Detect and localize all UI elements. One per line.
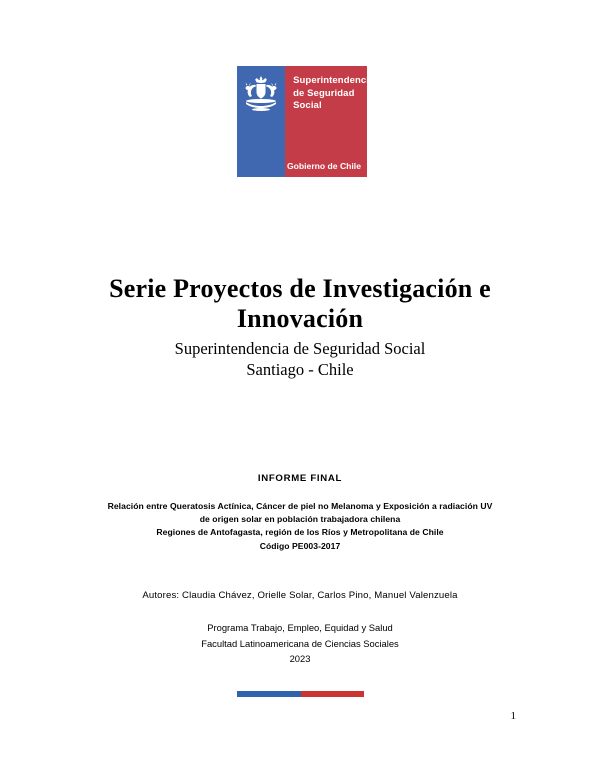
logo-government-label: Gobierno de Chile [286, 161, 361, 171]
logo-org-line-2: de Seguridad [293, 87, 355, 99]
study-code-line: Código PE003-2017 [259, 540, 341, 551]
affiliation-institution: Facultad Latinoamericana de Ciencias Sociales [201, 637, 399, 649]
title-subtitle-institution: Superintendencia de Seguridad Social [174, 339, 426, 358]
footer-divider-blue [237, 691, 301, 697]
logo-organization-name [293, 75, 374, 113]
report-type-label: INFORME FINAL [257, 473, 343, 484]
page-title: Serie Proyectos de Investigación e Innovación [109, 274, 491, 333]
logo-org-line-3: Social [293, 100, 322, 111]
study-title-block [0, 500, 600, 553]
affiliation-program: Programa Trabajo, Empleo, Equidad y Salud [207, 622, 393, 633]
logo-blue-panel [237, 66, 285, 177]
page-number: 1 [510, 710, 516, 722]
chile-coat-of-arms-icon [241, 75, 281, 117]
title-subtitle-location: Santiago - Chile [246, 360, 354, 379]
logo-red-panel [285, 66, 375, 177]
footer-divider-bar [237, 691, 364, 697]
logo-org-line-1: Superintendencia [293, 75, 375, 86]
title-block [0, 274, 600, 380]
footer-divider-red [301, 691, 365, 697]
study-title-line-2: de origen solar en población trabajadora chilena [199, 514, 401, 525]
study-title-line-1: Relación entre Queratosis Actínica, Cáncer de piel no Melanoma y Exposición a radiación UV [107, 501, 493, 511]
authors-line: Autores: Claudia Chávez, Orielle Solar, Carlos Pino, Manuel Valenzuela [142, 590, 458, 601]
study-regions-line: Regiones de Antofagasta, región de los Ríos y Metropolitana de Chile [156, 527, 444, 538]
publication-year: 2023 [289, 653, 311, 664]
affiliation-block [0, 620, 600, 667]
suseso-logo [237, 66, 375, 177]
